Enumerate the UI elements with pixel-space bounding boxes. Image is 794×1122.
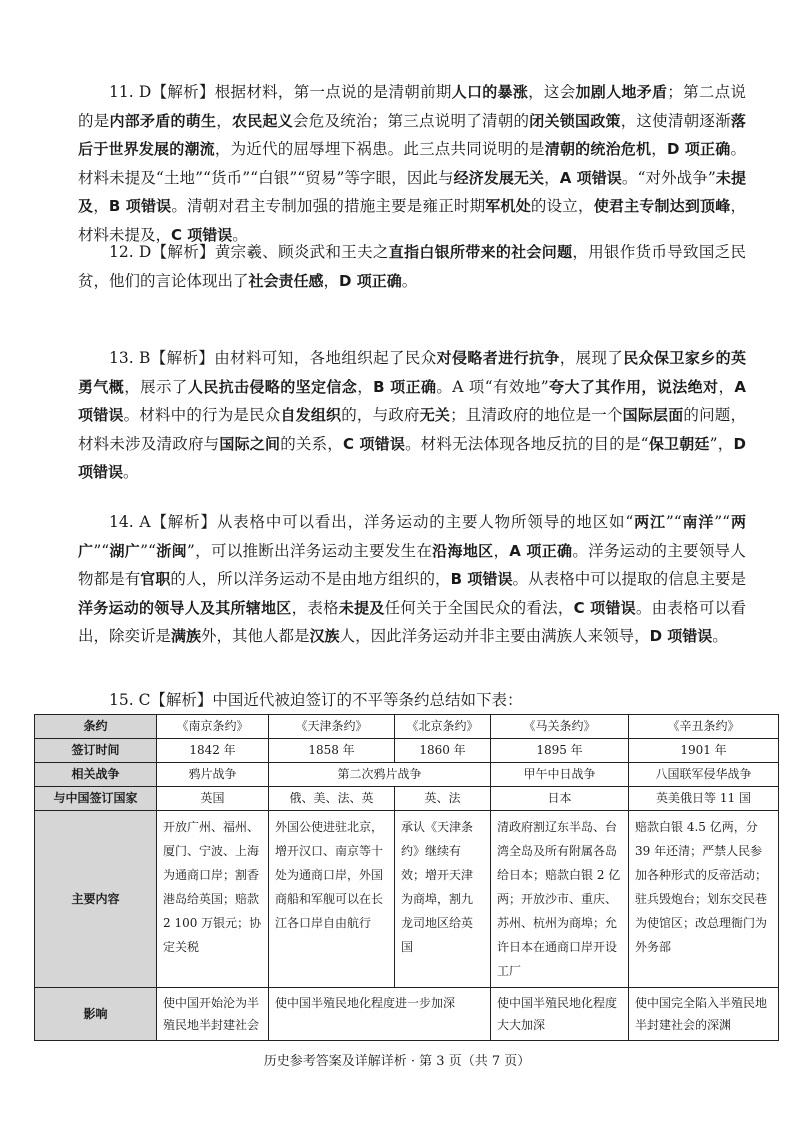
body-text: ，这会 (528, 83, 576, 101)
body-text: ”“ (665, 513, 682, 531)
body-text: 11. D【解析】根据材料，第一点说的是清朝前期 (109, 83, 452, 101)
emphasis-text: 保卫朝廷 (648, 434, 710, 453)
emphasis-text: A 项错误 (559, 168, 622, 187)
body-text: 外，其他人都是 (201, 627, 310, 645)
body-text: 。材料中的行为是民众 (123, 406, 281, 424)
emphasis-text: 夸大了其作用，说法绝对 (548, 377, 719, 396)
emphasis-text: 无关 (419, 406, 451, 424)
body-text: 的设立， (530, 197, 594, 215)
row-header-treaty: 条约 (35, 715, 157, 739)
body-text: ；第二点说的是 (78, 83, 746, 130)
row-header-country: 与中国签订国家 (35, 787, 157, 811)
body-text: ，这使清朝逐渐 (620, 111, 731, 130)
body-text: 的关系， (280, 434, 344, 453)
body-text: ， (651, 140, 667, 158)
country-cell: 日本 (491, 787, 629, 811)
country-cell: 英、法 (395, 787, 491, 811)
body-text: 。从表格中可以提取的信息主要是 (512, 570, 746, 588)
body-text: 12. D【解析】黄宗羲、顾炎武和王夫之 (109, 243, 389, 261)
body-text: 。 (401, 271, 418, 290)
emphasis-text: 闭关锁国政策 (529, 111, 621, 130)
body-text: ”“ (714, 513, 731, 531)
row-header-impact: 影响 (35, 988, 157, 1041)
body-text: 的，与政府 (341, 406, 420, 424)
emphasis-text: 未提及 (78, 168, 746, 215)
war-cell: 甲午中日战争 (491, 763, 629, 787)
main-content-row (35, 811, 779, 988)
date-cell: 1842 年 (157, 739, 269, 763)
emphasis-text: A 项正确 (509, 541, 573, 560)
body-text: 。材料无法体现各地反抗的目的是“ (405, 434, 649, 453)
emphasis-text: D 项正确 (666, 140, 731, 158)
body-text: 。 (123, 463, 139, 481)
impact-cell: 使中国半殖民地化程度大大加深 (491, 988, 629, 1041)
emphasis-text: 对侵略者进行抗争 (436, 349, 560, 367)
signing-date-row (35, 739, 779, 763)
emphasis-text: 国际层面 (622, 406, 684, 424)
emphasis-text: D 项错误 (649, 627, 713, 645)
body-text: 。A 项“有效地” (436, 377, 549, 396)
emphasis-text: 清朝的统治危机 (544, 140, 652, 158)
impact-row (35, 988, 779, 1041)
body-text: ， (357, 377, 374, 396)
country-cell: 俄、美、法、英 (269, 787, 395, 811)
signatory-country-row (35, 787, 779, 811)
emphasis-text: 沿海地区 (432, 541, 494, 560)
body-text: 14. A【解析】从表格中可以看出，洋务运动的主要人物所领导的地区如“ (109, 513, 634, 531)
content-cell: 清政府割辽东半岛、台湾全岛及所有附属各岛给日本；赔款白银 2 亿两；开放沙市、重庆、苏州、杭州为商埠；允许日本在通商口岸开设工厂 (491, 811, 629, 988)
emphasis-text: 使君主专制达到顶峰 (593, 197, 731, 215)
body-text: 人，因此洋务运动并非主要由满族人来领导， (339, 627, 650, 645)
body-text: ， (718, 377, 735, 396)
row-header-date: 签订时间 (35, 739, 157, 763)
body-text: 会危及统治；第三点说明了清朝的 (292, 111, 530, 130)
impact-cell: 使中国半殖民地化程度进一步加深 (269, 988, 491, 1041)
content-cell: 承认《天津条约》继续有效；增开天津为商埠，割九龙司地区给英国 (395, 811, 491, 988)
emphasis-text: A 项错误 (78, 377, 746, 424)
unequal-treaties-table (34, 714, 779, 1041)
body-text: 。 (712, 627, 728, 645)
emphasis-text: 经济发展无关 (453, 168, 545, 187)
emphasis-text: C 项错误 (343, 434, 406, 453)
body-text: 。清朝对君主专制加强的措施主要是雍正时期 (171, 197, 486, 215)
emphasis-text: 官职 (140, 570, 171, 588)
treaty-tianjin: 《天津条约》 (269, 715, 395, 739)
treaty-maguan: 《马关条约》 (491, 715, 629, 739)
treaty-xinchou: 《辛丑条约》 (629, 715, 779, 739)
body-text: 。 (232, 225, 248, 244)
emphasis-text: D 项正确 (339, 271, 402, 290)
content-cell: 开放广州、福州、厦门、宁波、上海为通商口岸；割香港岛给英国；赔款 2 100 万银元；协定关税 (157, 811, 269, 988)
body-text: 。材料未提及“土地”“货币”“白银”“贸易”等字眼，因此与 (78, 140, 746, 187)
page-footer: 历史参考答案及详解详析 · 第 3 页（共 7 页） (263, 1054, 531, 1069)
emphasis-text: B 项正确 (373, 377, 437, 396)
emphasis-text: 未提及 (338, 598, 385, 617)
related-war-row (35, 763, 779, 787)
emphasis-text: 洋务运动的领导人及其所辖地区 (78, 598, 292, 617)
body-text: ，展现了 (559, 349, 624, 367)
date-cell: 1895 年 (491, 739, 629, 763)
body-text: ；且清政府的地位是一个 (450, 406, 623, 424)
answer-11-explanation (78, 78, 746, 249)
emphasis-text: 农民起义 (231, 111, 293, 130)
body-text: ， (216, 111, 232, 130)
content-cell: 外国公使进驻北京，增开汉口、南京等十处为通商口岸，外国商船和军舰可以在长江各口岸自由航行 (269, 811, 395, 988)
emphasis-text: 人口的暴涨 (451, 83, 529, 101)
date-cell: 1860 年 (395, 739, 491, 763)
body-text: 。洋务运动的主要领导人物都是有 (78, 541, 746, 588)
country-cell: 英美俄日等 11 国 (629, 787, 779, 811)
emphasis-text: 直指白银所带来的社会问题 (388, 243, 573, 261)
emphasis-text: 两广 (78, 513, 746, 560)
body-text: 13. B【解析】由材料可知，各地组织起了民众 (109, 349, 437, 367)
emphasis-text: 军机处 (485, 197, 531, 215)
body-text: ， (323, 271, 340, 290)
emphasis-text: 社会责任感 (248, 271, 324, 290)
emphasis-text: B 项错误 (450, 570, 513, 588)
impact-cell: 使中国开始沦为半殖民地半封建社会 (157, 988, 269, 1041)
emphasis-text: 自发组织 (280, 406, 342, 424)
row-header-war: 相关战争 (35, 763, 157, 787)
treaty-beijing: 《北京条约》 (395, 715, 491, 739)
answer-12-explanation (78, 238, 746, 295)
body-text: 的人，所以洋务运动不是由地方组织的， (170, 570, 451, 588)
war-cell: 第二次鸦片战争 (269, 763, 491, 787)
emphasis-text: C 项错误 (573, 598, 636, 617)
emphasis-text: 湖广 (109, 541, 141, 560)
body-text: ， (93, 197, 109, 215)
row-header-content: 主要内容 (35, 811, 157, 988)
body-text: ”“ (93, 541, 110, 560)
body-text: ，展示了 (124, 377, 188, 396)
date-cell: 1858 年 (269, 739, 395, 763)
body-text: 任何关于全国民众的看法， (384, 598, 574, 617)
answer-13-explanation (78, 344, 746, 487)
body-text: ”，可以推断出洋务运动主要发生在 (186, 541, 433, 560)
body-text: 的问题，材料未涉及清政府与 (78, 406, 746, 453)
treaty-name-row (35, 715, 779, 739)
emphasis-text: 落后于世界发展的潮流 (78, 111, 746, 158)
body-text: ， (493, 541, 510, 560)
emphasis-text: 满族 (171, 627, 202, 645)
emphasis-text: 国际之间 (219, 434, 281, 453)
emphasis-text: 南洋 (681, 513, 715, 531)
country-cell: 英国 (157, 787, 269, 811)
body-text: ，材料未提及， (78, 197, 746, 244)
body-text: ，用银作货币导致国乏民贫，他们的言论体现出了 (78, 243, 746, 290)
body-text: 。“对外战争” (621, 168, 716, 187)
impact-cell: 使中国完全陷入半殖民地半封建社会的深渊 (629, 988, 779, 1041)
emphasis-text: C 项错误 (171, 225, 233, 244)
content-cell: 赔款白银 4.5 亿两，分 39 年还清；严禁人民参加各种形式的反帝活动；驻兵毁炮台；划东交民巷为使馆区；改总理衙门为外务部 (629, 811, 779, 988)
emphasis-text: D 项错误 (78, 434, 746, 481)
body-text: ”“ (140, 541, 156, 560)
emphasis-text: 浙闽 (155, 541, 187, 560)
emphasis-text: B 项错误 (108, 197, 172, 215)
emphasis-text: 内部矛盾的萌生 (109, 111, 217, 130)
body-text: ， (544, 168, 560, 187)
emphasis-text: 民众保卫家乡的英勇气概 (78, 349, 746, 396)
answer-15-explanation (78, 686, 746, 715)
body-text: 15. C【解析】中国近代被迫签订的不平等条约总结如下表： (109, 691, 523, 709)
emphasis-text: 人民抗击侵略的坚定信念 (187, 377, 358, 396)
answer-14-explanation (78, 508, 746, 651)
body-text: ，为近代的屈辱埋下祸患。此三点共同说明的是 (214, 140, 545, 158)
treaty-nanjing: 《南京条约》 (157, 715, 269, 739)
war-cell: 鸦片战争 (157, 763, 269, 787)
body-text: 。由表格可以看出，除奕䜣是 (78, 598, 746, 645)
war-cell: 八国联军侵华战争 (629, 763, 779, 787)
body-text: ”， (709, 434, 734, 453)
date-cell: 1901 年 (629, 739, 779, 763)
emphasis-text: 加剧人地矛盾 (575, 83, 668, 101)
emphasis-text: 汉族 (309, 627, 340, 645)
body-text: ，表格 (291, 598, 339, 617)
emphasis-text: 两江 (633, 513, 666, 531)
